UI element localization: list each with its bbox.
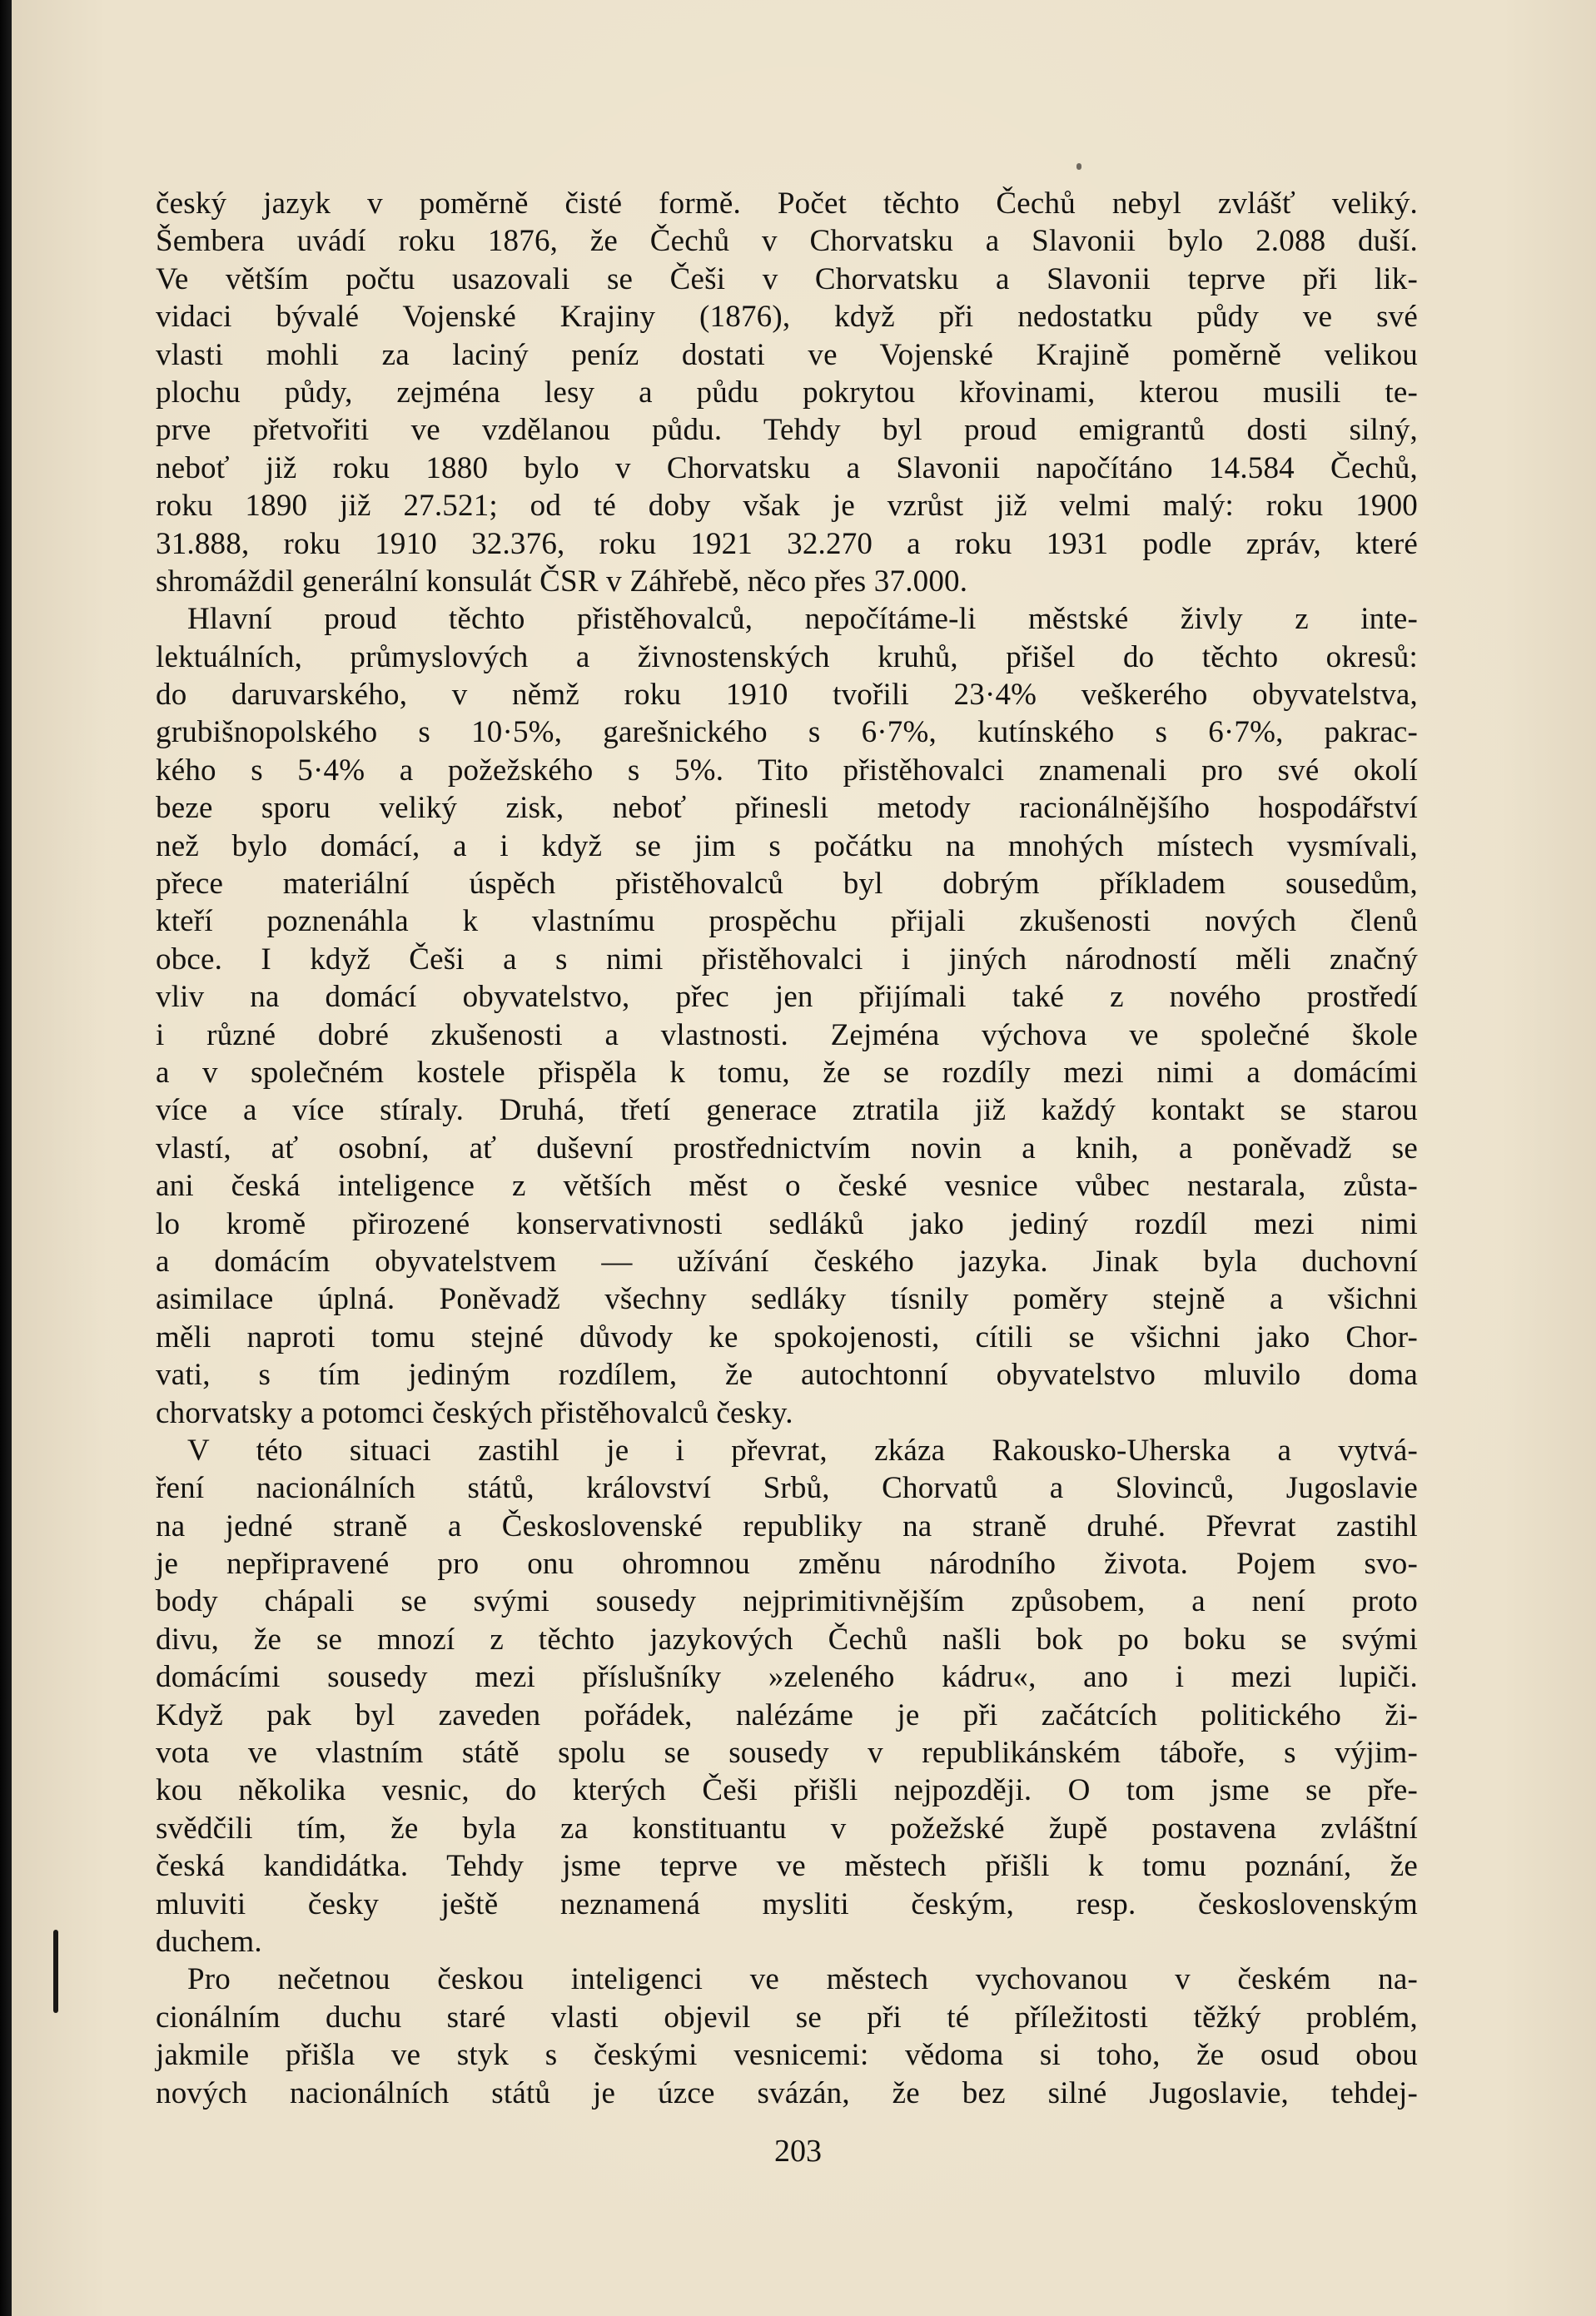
text-line: vota ve vlastním státě spolu se sousedy v republikánském táboře, s výjim- bbox=[156, 1736, 1418, 1771]
text-line: domácími sousedy mezi příslušníky »zeleného kádru«, ano i mezi lupiči. bbox=[156, 1660, 1418, 1695]
text-line: ani česká inteligence z větších měst o české vesnice vůbec nestarala, zůsta- bbox=[156, 1169, 1418, 1204]
text-line: cionálním duchu staré vlasti objevil se při té příležitosti těžký problém, bbox=[156, 2000, 1418, 2035]
text-line: divu, že se mnozí z těchto jazykových Čechů našli bok po boku se svými bbox=[156, 1622, 1418, 1657]
text-line: vlasti mohli za laciný peníz dostati ve Vojenské Krajině poměrně velikou bbox=[156, 337, 1418, 372]
text-line: měli naproti tomu stejné důvody ke spokojenosti, cítili se všichni jako Chor- bbox=[156, 1320, 1418, 1354]
text-line: přece materiální úspěch přistěhovalců byl dobrým příkladem sousedům, bbox=[156, 867, 1418, 902]
text-line: neboť již roku 1880 bylo v Chorvatsku a Slavonii napočítáno 14.584 Čechů, bbox=[156, 450, 1418, 485]
margin-mark bbox=[53, 1930, 58, 2013]
text-line: plochu půdy, zejména lesy a půdu pokrytou křovinami, kterou musili te- bbox=[156, 375, 1418, 410]
text-line: roku 1890 již 27.521; od té doby však je vzrůst již velmi malý: roku 1900 bbox=[156, 489, 1418, 524]
text-line: obce. I když Češi a s nimi přistěhovalci i jiných národností měli značný bbox=[156, 942, 1418, 977]
text-line: mluviti česky ještě neznamená mysliti českým, resp. československým bbox=[156, 1886, 1418, 1921]
scan-edge bbox=[0, 0, 12, 2316]
text-line: body chápali se svými sousedy nejprimitivnějším způsobem, a není proto bbox=[156, 1584, 1418, 1619]
text-line: a v společném kostele přispěla k tomu, že se rozdíly mezi nimi a domácími bbox=[156, 1055, 1418, 1090]
text-line: shromáždil generální konsulát ČSR v Záhřebě, něco přes 37.000. bbox=[156, 564, 968, 599]
paragraph-first-line: Pro nečetnou českou inteligenci ve městech vychovanou v českém na- bbox=[187, 1962, 1418, 1997]
text-line: český jazyk v poměrně čisté formě. Počet těchto Čechů nebyl zvlášť veliký. bbox=[156, 186, 1418, 221]
text-line: více a více stíraly. Druhá, třetí generace ztratila již každý kontakt se starou bbox=[156, 1093, 1418, 1128]
text-line: Když pak byl zaveden pořádek, nalézáme je při začátcích politického ži- bbox=[156, 1697, 1418, 1732]
text-line: na jedné straně a Československé republiky na straně druhé. Převrat zastihl bbox=[156, 1508, 1418, 1543]
text-line: a domácím obyvatelstvem — užívání českého jazyka. Jinak byla duchovní bbox=[156, 1244, 1418, 1279]
text-line: než bylo domácí, a i když se jim s počátku na mnohých místech vysmívali, bbox=[156, 828, 1418, 863]
text-line: vidaci bývalé Vojenské Krajiny (1876), když při nedostatku půdy ve své bbox=[156, 300, 1418, 335]
text-line: vati, s tím jediným rozdílem, že autochtonní obyvatelstvo mluvilo doma bbox=[156, 1358, 1418, 1393]
text-line: je nepřipravené pro onu ohromnou změnu národního života. Pojem svo- bbox=[156, 1547, 1418, 1582]
text-line: asimilace úplná. Poněvadž všechny sedláky tísnily poměry stejně a všichni bbox=[156, 1282, 1418, 1317]
body-text bbox=[156, 185, 1418, 2112]
text-line: česká kandidátka. Tehdy jsme teprve ve městech přišli k tomu poznání, že bbox=[156, 1849, 1418, 1884]
text-line: prve přetvořiti ve vzdělanou půdu. Tehdy byl proud emigrantů dosti silný, bbox=[156, 413, 1418, 448]
text-line: ření nacionálních států, království Srbů, Chorvatů a Slovinců, Jugoslavie bbox=[156, 1471, 1418, 1506]
text-line: kteří poznenáhla k vlastnímu prospěchu přijali zkušenosti nových členů bbox=[156, 904, 1418, 939]
text-line: duchem. bbox=[156, 1924, 262, 1959]
page-number: 203 bbox=[774, 2134, 822, 2169]
text-line: Šembera uvádí roku 1876, že Čechů v Chorvatsku a Slavonii bylo 2.088 duší. bbox=[156, 224, 1418, 259]
text-line: beze sporu veliký zisk, neboť přinesli metody racionálnějšího hospodářství bbox=[156, 791, 1418, 826]
text-line: jakmile přišla ve styk s českými vesnicemi: vědoma si toho, že osud obou bbox=[156, 2038, 1418, 2073]
text-line: i různé dobré zkušenosti a vlastnosti. Zejména výchova ve společné škole bbox=[156, 1017, 1418, 1052]
text-line: l⁠o kromě přirozené konservativnosti sedláků jako jediný rozdíl mezi nimi bbox=[156, 1206, 1418, 1241]
text-line: lektuálních, průmyslových a živnostenských kruhů, přišel do těchto okresů: bbox=[156, 639, 1418, 674]
text-line: kou několika vesnic, do kterých Češi přišli nejpozději. O tom jsme se pře- bbox=[156, 1773, 1418, 1808]
text-line: 31.888, roku 1910 32.376, roku 1921 32.270 a roku 1931 podle zpráv, které bbox=[156, 526, 1418, 561]
text-line: kého s 5·4% a požežského s 5%. Tito přistěhovalci znamenali pro své okolí bbox=[156, 753, 1418, 788]
text-line: chorvatsky a potomci českých přistěhovalců česky. bbox=[156, 1395, 793, 1430]
paragraph-first-line: Hlavní proud těchto přistěhovalců, nepočítáme-li městské živly z inte- bbox=[187, 602, 1418, 637]
ink-speck bbox=[1076, 163, 1081, 170]
text-line: vlastí, ať osobní, ať duševní prostřednictvím novin a knih, a poněvadž se bbox=[156, 1131, 1418, 1165]
text-line: grubišnopolského s 10·5%, garešnického s 6·7%, kutínského s 6·7%, pakrac- bbox=[156, 715, 1418, 750]
text-line: Ve větším počtu usazovali se Češi v Chorvatsku a Slavonii teprve při lik- bbox=[156, 261, 1418, 296]
text-line: vliv na domácí obyvatelstvo, přec jen přijímali také z nového prostředí bbox=[156, 980, 1418, 1015]
text-line: svědčili tím, že byla za konstituantu v požežské župě postavena zvláštní bbox=[156, 1811, 1418, 1846]
paragraph-first-line: V této situaci zastihl je i převrat, zkáza Rakousko-Uherska a vytvá- bbox=[187, 1433, 1418, 1468]
text-line: nových nacionálních států je úzce svázán, že bez silné Jugoslavie, tehdej- bbox=[156, 2075, 1418, 2110]
text-line: do daruvarského, v němž roku 1910 tvořili 23·4% veškerého obyvatelstva, bbox=[156, 678, 1418, 713]
